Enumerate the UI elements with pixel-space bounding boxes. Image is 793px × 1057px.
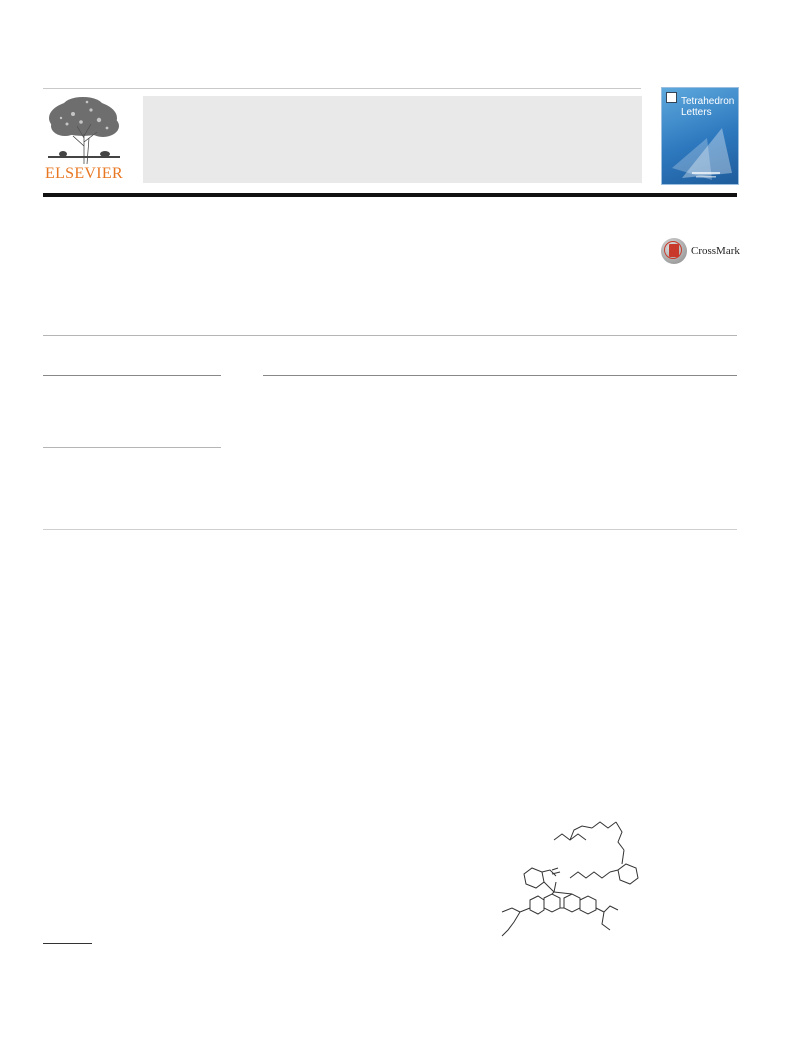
journal-cover-title (681, 96, 734, 118)
masthead-banner (143, 96, 642, 183)
abstract-bottom-rule (43, 529, 737, 530)
article-info-top-rule (43, 335, 737, 336)
publisher-wordmark: ELSEVIER (45, 165, 123, 182)
abstract-rule (263, 375, 737, 376)
elsevier-tree-icon (43, 96, 125, 166)
keywords-rule (43, 447, 221, 448)
footnote-rule (43, 943, 92, 944)
chemical-structure-icon (492, 812, 652, 957)
cover-graphic-icon (662, 118, 738, 184)
chemical-structure-figure (492, 812, 652, 957)
article-info-rule (43, 375, 221, 376)
crossmark-icon (661, 238, 687, 264)
cover-title-line1: Tetrahedron (681, 96, 735, 107)
crossmark-label: CrossMark (691, 245, 740, 257)
cover-badge-icon (666, 92, 677, 103)
header-top-rule (43, 88, 641, 89)
publisher-logo[interactable] (43, 96, 125, 184)
crossmark-badge[interactable] (661, 237, 741, 267)
journal-cover-thumbnail[interactable] (661, 87, 739, 185)
header-thick-rule (43, 193, 737, 197)
cover-title-line2: Letters (681, 107, 712, 118)
